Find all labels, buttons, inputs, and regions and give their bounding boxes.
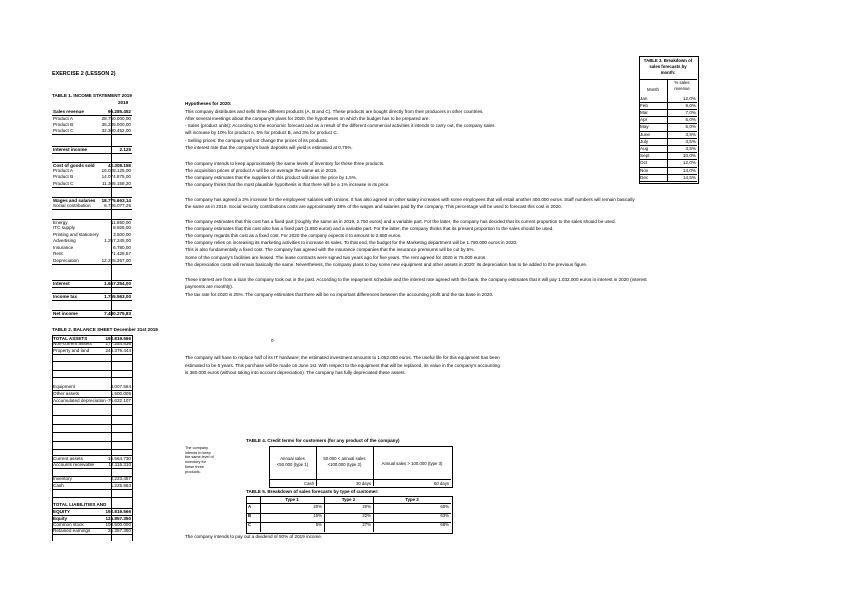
- customer-type-pct: 22%: [362, 513, 371, 518]
- month-label: Jan: [640, 95, 648, 101]
- income-col-divider: [111, 109, 112, 316]
- table3-title-line: sales forecasts by: [649, 63, 687, 69]
- balance-row-value: 1.225.963: [110, 483, 131, 488]
- income-row-value: 6.780,00: [113, 245, 131, 250]
- income-row-label: Income tax: [53, 294, 77, 299]
- month-row: [639, 124, 697, 131]
- table4-header-line: <100.000 (type 2): [327, 462, 362, 468]
- table4-row-divider: [269, 479, 451, 480]
- income-row-label: Net income: [53, 311, 78, 316]
- income-row-value: 71.428,57: [110, 251, 131, 256]
- balance-grid-line: [52, 415, 132, 416]
- expense-note: This is also fundamentally a fixed cost. The company has agreed with the insurance companies that the insurance premiums will be cut by 5%.: [185, 247, 475, 252]
- expense-note: The company relies on increasing its marketing activities to increase its sales. To that end, the budget for the Marketing department will be 1.780.000 euros in 2020.: [185, 240, 518, 245]
- month-label: May: [640, 124, 649, 130]
- balance-row-value: 2.223.457: [110, 476, 131, 481]
- month-label: Mar: [640, 109, 648, 115]
- balance-left-border: [52, 335, 53, 541]
- income-row-label: Product B: [53, 174, 74, 179]
- month-sales-pct: 9,0%: [685, 102, 696, 108]
- balance-row-value: -75.632.107: [106, 398, 131, 403]
- balance-grid-line: [52, 497, 132, 498]
- inventory-note-line: products.: [185, 469, 201, 474]
- table4-header-line: Annual sales: [280, 456, 305, 461]
- balance-row-label: Other assets: [53, 391, 80, 396]
- income-row-label: Advertising: [53, 238, 76, 243]
- balance-row: [52, 398, 132, 405]
- balance-grid-line: [52, 476, 132, 477]
- month-label: Apr: [640, 117, 648, 123]
- table3-sales-header-line: % sales: [674, 80, 690, 85]
- income-row-label: Rent: [53, 251, 63, 256]
- interest-note: payments are monthly).: [185, 284, 233, 289]
- balance-row-label: Property and land: [53, 348, 90, 353]
- income-row-value: 32.300.452,00: [101, 128, 131, 133]
- wages-note: The company has agreed a 2% increase for the employees' salaries with Unions. It has also agreed on other salary increases with some employees that will entail another 400.000 euros. Staff numbers will remain basically: [185, 197, 635, 202]
- table3-sales-header-line: revenue: [674, 85, 690, 91]
- balance-row: [52, 528, 132, 535]
- month-row: [639, 139, 697, 146]
- balance-right-border: [132, 335, 133, 541]
- expense-note: Some of the company's facilities are leased. The lease contracts were signed two years ago for five years. The rent agreed for 2020 is 75.000 euros.: [185, 255, 487, 260]
- inventory-note-line: intends to keep: [185, 450, 211, 455]
- balance-grid-line: [52, 370, 132, 371]
- income-row: [52, 280, 132, 288]
- table4-header-type1: [269, 456, 316, 469]
- balance-row-label: Inventory: [53, 476, 72, 481]
- hardware-note: is 380.000 euros (without taking into account depreciation). The company has fully depreciated these assets.: [185, 370, 406, 375]
- income-row-value: 3.500,00: [113, 232, 131, 237]
- balance-row-label: Accumulated depreciation: [53, 398, 106, 403]
- income-row-label: Product C: [53, 128, 74, 133]
- balance-row-value: 177.254.836: [105, 341, 131, 346]
- income-row-label: Interest income: [53, 147, 87, 152]
- expense-note: The company estimates that this cost also has a fixed part (1.850 euros) and a variable part. For the latter, the company thinks that its present proportion to the sales should be used.: [185, 226, 554, 231]
- customer-type-pct: 20%: [362, 504, 371, 509]
- income-row: [52, 310, 132, 318]
- month-row: [639, 153, 697, 160]
- balance-row-label: Equity: [53, 516, 68, 521]
- balance-row-label: Accounts receivable: [53, 462, 95, 467]
- income-row-label: Interest: [53, 281, 70, 286]
- month-sales-pct: 3,5%: [685, 145, 696, 151]
- table4-header-line: <50.000 (type 1): [276, 462, 309, 468]
- month-label: Oct: [640, 160, 648, 166]
- balance-row-label: Retained earnings: [53, 528, 91, 533]
- balance-row: [52, 483, 132, 490]
- income-row-value: 16.028.125,00: [101, 168, 131, 173]
- inventory-note-line: these three: [185, 464, 204, 469]
- month-row: [639, 96, 697, 103]
- income-row-label: Energy: [53, 220, 68, 225]
- income-row-value: 42.308.158: [108, 163, 131, 168]
- balance-row-value: 100.500.000: [105, 522, 131, 527]
- income-row-label: Product A: [53, 168, 73, 173]
- month-label: Feb: [640, 102, 648, 108]
- month-label: Aug: [640, 145, 649, 151]
- product-label: A: [248, 504, 252, 509]
- inventory-note-line: inventory for: [185, 460, 206, 465]
- table4-header-type2: [316, 456, 373, 469]
- table5-header-type3: Type 3: [405, 497, 419, 502]
- cogs-note: The company estimates that the suppliers of this product will raise the price by 1,5%.: [185, 175, 358, 180]
- income-row-label: Depreciation: [53, 258, 79, 263]
- hyp-line: will increase by 10% for product A, 5% for product B, and 3% for product C.: [185, 130, 338, 135]
- month-sales-pct: 3,5%: [685, 138, 696, 144]
- table3-sales-header: [667, 80, 697, 92]
- table5-header-divider: [246, 503, 451, 504]
- month-row: [639, 175, 697, 182]
- table5-header-type2: Type 2: [341, 497, 356, 502]
- table4-header-type3: Annual sales > 100.000 (type 3): [381, 461, 443, 466]
- table3-month-header: Month: [647, 87, 659, 92]
- balance-row-label: Current assets: [53, 456, 83, 461]
- balance-row-value: 248.379.444: [105, 348, 131, 353]
- income-row-value: 14.074.875,00: [101, 174, 131, 179]
- table3-title: [639, 58, 697, 75]
- balance-row-label: Non-current assets: [53, 341, 92, 346]
- inventory-note-line: The company: [185, 446, 209, 450]
- balance-row-value: 192.819.566: [105, 336, 131, 341]
- table3-title-line: TABLE 3. Breakdown of: [643, 58, 693, 63]
- table4-col-divider: [373, 446, 374, 486]
- income-row-value: 35.235.000,00: [101, 122, 131, 127]
- month-row: [639, 160, 697, 167]
- cogs-note: The company intends to keep approximately the same levels of inventory for these three products.: [185, 161, 385, 166]
- income-row: [52, 225, 132, 231]
- table5-title: TABLE 5. Breakdown of sales forecasts by type of customer:: [246, 489, 379, 494]
- month-sales-pct: 5,0%: [685, 124, 696, 130]
- cogs-note: The acquisition prices of product A will be on average the same as in 2019.: [185, 168, 338, 173]
- customer-type-pct: 15%: [313, 513, 322, 518]
- balance-row-label: Common stock: [53, 522, 84, 527]
- income-row-value: 11.305.158,20: [101, 181, 131, 186]
- customer-type-pct: 63%: [440, 513, 449, 518]
- table4-header-line: 50.000 < annual sales: [323, 456, 366, 461]
- balance-row-label: EQUITY: [53, 509, 71, 514]
- income-row: [52, 203, 132, 210]
- balance-row-value: 3.007.564: [110, 384, 131, 389]
- hyp-line: After several meetings about the company's plans for 2020, the hypotheses on which the budget has to be prepared are:: [185, 116, 430, 121]
- income-row-label: Printing and stationery: [53, 232, 99, 237]
- table2-title: TABLE 2. BALANCE SHEET December 31st 2019: [52, 327, 158, 332]
- month-sales-pct: 14,0%: [682, 167, 696, 173]
- customer-type-pct: 27%: [362, 522, 371, 527]
- month-row: [639, 103, 697, 110]
- income-row-value: 2.125: [119, 147, 131, 152]
- month-row: [639, 110, 697, 117]
- cogs-note: The company thinks that the most plausible hypothesis is that there will be a 1% increase in its price.: [185, 182, 390, 187]
- month-sales-pct: 12,0%: [682, 160, 696, 166]
- table4-term-type2: 30 days: [355, 481, 371, 486]
- balance-row-label: Equipment: [53, 384, 75, 389]
- interest-note: These interest are from a loan the company took out in the past. According to the repayment schedule and the interest rate agreed with the bank, the company estimates that it will pay 1.032.000 euros in interest in 2020 (interest: [185, 277, 647, 282]
- month-row: [639, 146, 697, 153]
- month-sales-pct: 14,5%: [682, 174, 696, 180]
- balance-row-value: 1.500.005: [110, 391, 131, 396]
- table3-title-line: month:: [660, 69, 676, 75]
- balance-grid-line: [52, 424, 132, 425]
- balance-row-label: TOTAL LIABILITIES AND: [53, 502, 107, 507]
- income-row-label: Product B: [53, 122, 74, 127]
- table1-title: TABLE 1. INCOME STATEMENT 2019: [52, 93, 132, 98]
- balance-row: [52, 348, 132, 355]
- balance-grid-line: [52, 449, 132, 450]
- income-row-value: 7.480.275,83: [104, 311, 131, 316]
- income-row: [52, 128, 132, 135]
- income-row-value: 1.257.245,00: [104, 238, 131, 243]
- income-row-value: 18.775.663,14: [101, 198, 131, 203]
- income-row-value: 8.925,00: [113, 225, 131, 230]
- exercise-title: EXERCISE 2 (LESSON 2): [52, 71, 116, 77]
- balance-grid-line: [52, 361, 132, 362]
- income-row-label: Sales revenue: [53, 109, 84, 114]
- customer-type-pct: 60%: [440, 504, 449, 509]
- income-row: [52, 251, 132, 257]
- income-row-value: 12.225.357,00: [101, 258, 131, 263]
- income-row: [52, 293, 132, 301]
- hyp-line: - Selling prices: the company will not change the prices of its products.: [185, 138, 328, 143]
- month-row: [639, 117, 697, 124]
- month-sales-pct: 3,5%: [685, 131, 696, 137]
- balance-row-label: Cash: [53, 483, 64, 488]
- income-row-value: 11.850,00: [110, 220, 131, 225]
- income-row-value: 1.755.563,00: [104, 294, 131, 299]
- income-row: [52, 146, 132, 154]
- month-label: Nov: [640, 167, 649, 173]
- table5-header-type1: Type 1: [285, 497, 299, 502]
- hyp-line: The interest rate that the company's bank deposits will yield is estimated at 0,75%.: [185, 145, 353, 150]
- tax-note: The tax rate for 2020 is 25%. The company estimates that there will be no important differences between the accounting profit and the tax base in 2020.: [185, 292, 494, 297]
- month-row: [639, 132, 697, 139]
- table4-term-type1: Cash: [303, 481, 314, 486]
- balance-row-value: 25.357.350: [108, 528, 131, 533]
- product-label: B: [248, 513, 252, 518]
- hardware-note: estimated to be 5 years. This purchase will be made on June 1st. With respect to the equipment that will be replaced, its value in the company's accounting: [185, 363, 500, 368]
- income-row-label: Product C: [53, 181, 74, 186]
- hyp-line: This company distributes and sells three different products (A, B and C). These products are bought directly from their producers in other countries.: [185, 109, 484, 114]
- income-row-value: 28.750.000,00: [101, 116, 131, 121]
- dividend-note: The company intends to pay out a dividend of 50% of 2019 income.: [185, 534, 323, 539]
- hyp-line: - Sales (product units): According to the economic forecast and as a result of the different commercial activities it intends to carry out, the company sales: [185, 123, 495, 128]
- balance-row-value: 12.115.310: [108, 462, 131, 467]
- month-sales-pct: 6,0%: [685, 117, 696, 123]
- balance-row-label: TOTAL ASSETS: [53, 336, 88, 341]
- month-row: [639, 168, 697, 175]
- table4-term-type3: 60 days: [433, 481, 449, 486]
- month-sales-pct: 12,0%: [682, 95, 696, 101]
- income-row-value: 1.657.254,00: [104, 281, 131, 286]
- month-sales-pct: 10,0%: [682, 153, 696, 159]
- customer-type-pct: 68%: [440, 522, 449, 527]
- income-row-label: Product A: [53, 116, 73, 121]
- balance-col-divider: [111, 335, 112, 541]
- hardware-note: The company will have to replace half of its IT hardware; the estimated investment amounts to 1.052.000 euros. The useful life for this equipment has been: [185, 355, 500, 360]
- month-label: June: [640, 131, 650, 137]
- balance-row-value: 192.819.566: [105, 509, 131, 514]
- balance-grid-line: [52, 432, 132, 433]
- expense-note: The company regards this cost as a fixed cost. For 2020 the company expects it to amount to 2.650 euros.: [185, 233, 402, 238]
- table4-title: TABLE 4. Credit terms for customers (for any product of the company): [246, 438, 400, 443]
- inventory-note-line: the same level of: [185, 455, 214, 460]
- balance-grid-line: [52, 441, 132, 442]
- balance-row: [52, 462, 132, 469]
- balance-grid-line: [52, 377, 132, 378]
- income-row: [52, 258, 132, 265]
- expense-note: The company estimates that this cost has a fixed part (roughly the same as in 2019, 2.750 euros) and a variable part. For the latter, the company has decided that its current proportion to the sales should be used.: [185, 219, 616, 224]
- table1-year: 2019: [118, 100, 129, 105]
- income-row-value: 96.285.452: [108, 109, 131, 114]
- income-row: [52, 174, 132, 180]
- customer-type-pct: 5%: [315, 522, 322, 527]
- balance-row-value: 15.564.730: [108, 456, 131, 461]
- customer-type-pct: 20%: [313, 504, 322, 509]
- zero-value: 0: [271, 338, 274, 343]
- hypotheses-heading: Hypotheses for 2020:: [185, 101, 232, 106]
- income-row-label: ITC supply: [53, 225, 75, 230]
- income-row-label: Social contribution: [53, 203, 91, 208]
- month-sales-pct: 7,0%: [685, 109, 696, 115]
- income-row-value: 6.726.077,26: [104, 203, 131, 208]
- inventory-note: [185, 446, 214, 474]
- product-label: C: [248, 522, 252, 527]
- balance-row-value: 125.857.350: [105, 516, 131, 521]
- month-label: July: [640, 138, 649, 144]
- income-row-label: Insurance: [53, 245, 74, 250]
- income-row: [52, 181, 132, 188]
- income-row-label: Cost of goods sold: [53, 163, 95, 168]
- income-row-label: Wages and salaries: [53, 198, 96, 203]
- expense-note: The depreciation costs will remain basically the same. Nevertheless, the company plans to buy some new equipment and other assets in 2020: its depreciation has to be added to the previous figure.: [185, 262, 588, 267]
- month-label: Sept: [640, 153, 650, 159]
- month-label: Dec: [640, 174, 649, 180]
- income-row: [52, 238, 132, 244]
- wages-note: the same as in 2019. Social security contributions costs are approximately 38% of the wages and salaries paid by the company. This percentage will be used to forecast this cost in 2020.: [185, 204, 562, 209]
